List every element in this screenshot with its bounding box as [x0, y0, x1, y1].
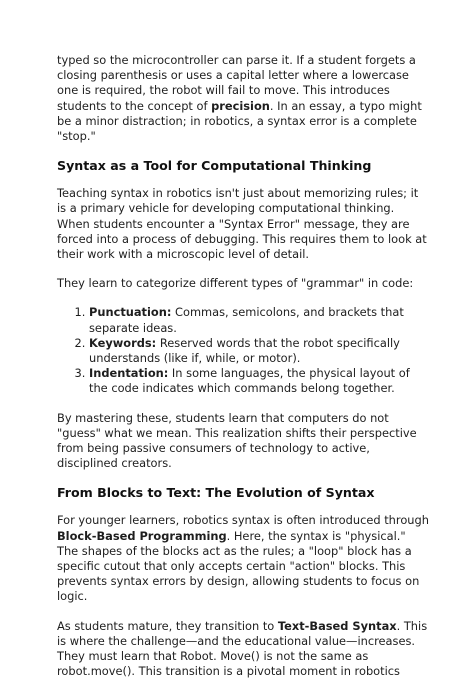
list-item-text: In some languages, the physical layout of the code indicates which commands belong together.: [89, 366, 410, 396]
paragraph-text-based: [57, 619, 429, 680]
paragraph-text: . This is where the challenge—and the educational value—increases. They must learn that Robot. Move() is not the same as robot.move(). This transition is a pivotal moment in robotics: [57, 618, 428, 679]
list-item-term: Punctuation:: [89, 305, 172, 320]
paragraph-block-based: [57, 513, 429, 604]
paragraph-teaching-syntax: Teaching syntax in robotics isn't just about memorizing rules; it is a primary vehicle for developing computational thinking. When students encounter a "Syntax Error" message, they are forced into a process of debugging. This requires them to look at their work with a microscopic level of detail.: [57, 186, 427, 262]
paragraph-mastering: By mastering these, students learn that computers do not "guess" what we mean. This realization shifts their perspective from being passive consumers of technology to active, disciplined creators.: [57, 410, 417, 471]
list-item: [89, 366, 429, 396]
paragraph-precision: [57, 53, 429, 144]
list-item: [89, 305, 429, 335]
grammar-list: [57, 305, 429, 396]
bold-term-block-based: Block-Based Programming: [57, 528, 227, 543]
paragraph-text: . Here, the syntax is "physical." The shapes of the blocks act as the rules; a "loop" block has a specific cutout that only accepts certain "action" blocks. This prevents syntax errors by design, allowing students to focus on logic.: [57, 528, 420, 604]
section-heading-blocks-to-text: From Blocks to Text: The Evolution of Syntax: [57, 485, 375, 501]
list-item-text: Reserved words that the robot specifically understands (like if, while, or motor).: [89, 335, 400, 366]
bold-term-text-based: Text-Based Syntax: [277, 618, 397, 633]
paragraph-text: typed so the microcontroller can parse it. If a student forgets a closing parenthesis or uses a capital letter where a lowercase one is required, the robot will fail to move. This introduces students to the concept of: [57, 53, 416, 113]
section-heading-computational-thinking: Syntax as a Tool for Computational Thinking: [57, 158, 372, 174]
list-item-term: Indentation:: [89, 366, 169, 381]
paragraph-text: For younger learners, robotics syntax is often introduced through: [57, 513, 429, 528]
paragraph-grammar-intro: They learn to categorize different types of "grammar" in code:: [57, 276, 414, 291]
list-item: [89, 336, 429, 366]
list-item-term: Keywords:: [89, 335, 157, 350]
document-page: [57, 53, 429, 694]
bold-term-precision: precision: [211, 98, 270, 113]
paragraph-text: As students mature, they transition to: [57, 618, 278, 633]
paragraph-text: . In an essay, a typo might be a minor distraction; in robotics, a syntax error is a complete "stop.": [57, 98, 422, 144]
list-item-text: Commas, semicolons, and brackets that separate ideas.: [89, 305, 404, 335]
